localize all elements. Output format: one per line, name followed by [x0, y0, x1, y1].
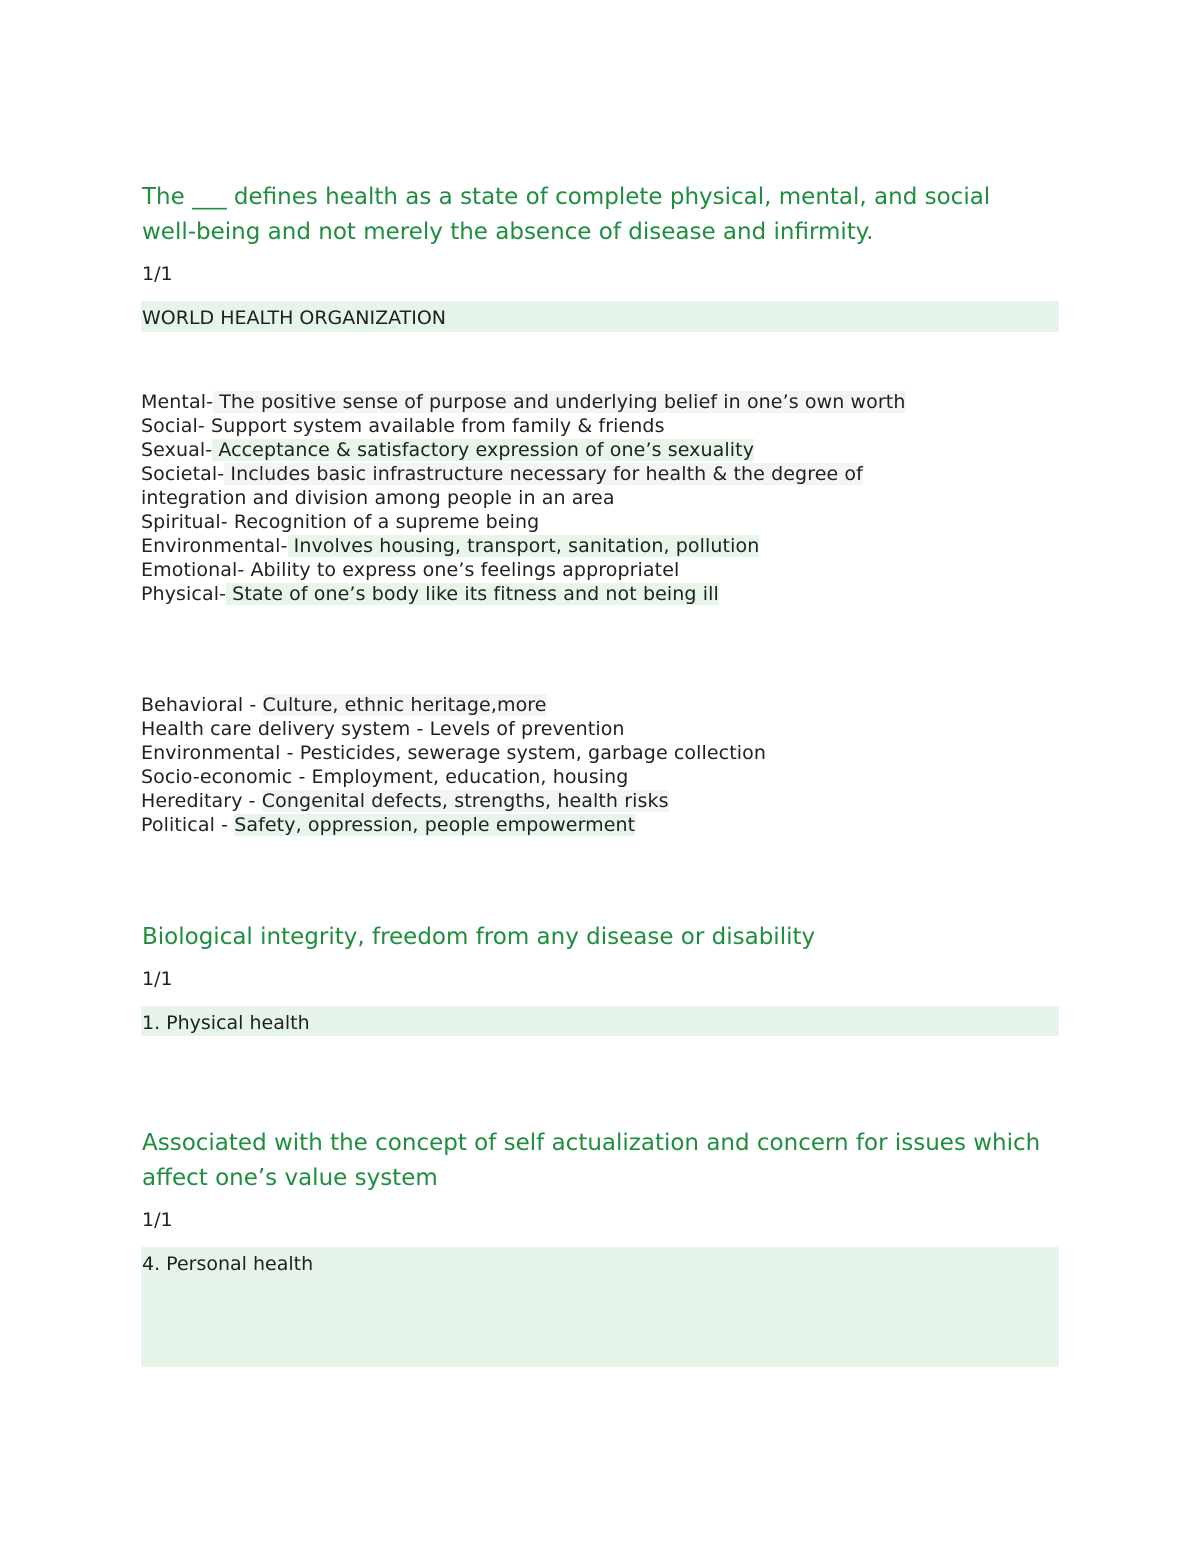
factor-label: Political -: [141, 814, 235, 836]
factor-label: Socio-economic -: [141, 766, 312, 788]
dimension-societal: [141, 462, 1041, 486]
question-3-text: Associated with the concept of self actualization and concern for issues which affect one’s value system: [142, 1130, 1041, 1191]
factor-desc: Congenital defects, strengths, health risks: [261, 790, 669, 812]
question-3-answer: [141, 1247, 1059, 1367]
dimension-emotional: [141, 558, 1041, 582]
dimension-desc: integration and division among people in an area: [141, 487, 615, 509]
dimension-label: Societal-: [141, 463, 225, 485]
factor-label: Environmental -: [141, 742, 300, 764]
question-2-score: 1/1: [142, 968, 173, 990]
dimension-desc: The positive sense of purpose and underlying belief in one’s own worth: [213, 391, 906, 413]
dimension-physical: [141, 582, 1041, 606]
health-factors-list: [141, 693, 1041, 837]
factor-desc: Culture, ethnic heritage,more: [262, 694, 547, 716]
dimension-desc: Includes basic infrastructure necessary for health & the degree of: [224, 463, 863, 485]
dimension-desc: Acceptance & satisfactory expression of one’s sexuality: [212, 439, 755, 461]
dimension-environmental: [141, 534, 1041, 558]
factor-label: Health care delivery system -: [141, 718, 430, 740]
question-2-answer: [141, 1006, 1059, 1036]
question-1-answer-text: WORLD HEALTH ORGANIZATION: [142, 307, 446, 329]
dimension-label: Sexual-: [141, 439, 213, 461]
question-3-answer-text: 4. Personal health: [142, 1253, 314, 1275]
factor-socio-economic: [141, 765, 1041, 789]
factor-environmental: [141, 741, 1041, 765]
dimension-sexual: [141, 438, 1041, 462]
question-1-text: The ___ defines health as a state of complete physical, mental, and social well-being and not merely the absence of disease and infirmity.: [142, 184, 991, 245]
question-2-answer-text: 1. Physical health: [142, 1012, 310, 1034]
dimension-desc: Recognition of a supreme being: [227, 511, 540, 533]
factor-desc: Levels of prevention: [429, 718, 625, 740]
health-dimensions-list: [141, 390, 1041, 606]
factor-political: [141, 813, 1041, 837]
dimension-label: Mental-: [141, 391, 214, 413]
dimension-label: Environmental-: [141, 535, 288, 557]
question-1-answer: [141, 301, 1059, 332]
dimension-spiritual: [141, 510, 1041, 534]
factor-label: Behavioral -: [141, 694, 263, 716]
dimension-desc: Ability to express one’s feelings appropriatel: [244, 559, 680, 581]
dimension-label: Social-: [141, 415, 205, 437]
factor-desc: Pesticides, sewerage system, garbage collection: [299, 742, 767, 764]
dimension-desc: Support system available from family & friends: [204, 415, 665, 437]
question-2-text: Biological integrity, freedom from any disease or disability: [142, 924, 816, 950]
factor-health-care: [141, 717, 1041, 741]
factor-hereditary: [141, 789, 1041, 813]
factor-desc: Safety, oppression, people empowerment: [234, 814, 636, 836]
dimension-mental: [141, 390, 1041, 414]
dimension-societal-cont: [141, 486, 1041, 510]
dimension-label: Physical-: [141, 583, 227, 605]
question-1-score: 1/1: [142, 263, 173, 285]
dimension-desc: Involves housing, transport, sanitation, pollution: [287, 535, 760, 557]
dimension-desc: State of one’s body like its fitness and not being ill: [226, 583, 719, 605]
factor-desc: Employment, education, housing: [311, 766, 629, 788]
dimension-label: Spiritual-: [141, 511, 228, 533]
dimension-label: Emotional-: [141, 559, 245, 581]
dimension-social: [141, 414, 1041, 438]
question-3-score: 1/1: [142, 1209, 173, 1231]
factor-label: Hereditary -: [141, 790, 262, 812]
factor-behavioral: [141, 693, 1041, 717]
